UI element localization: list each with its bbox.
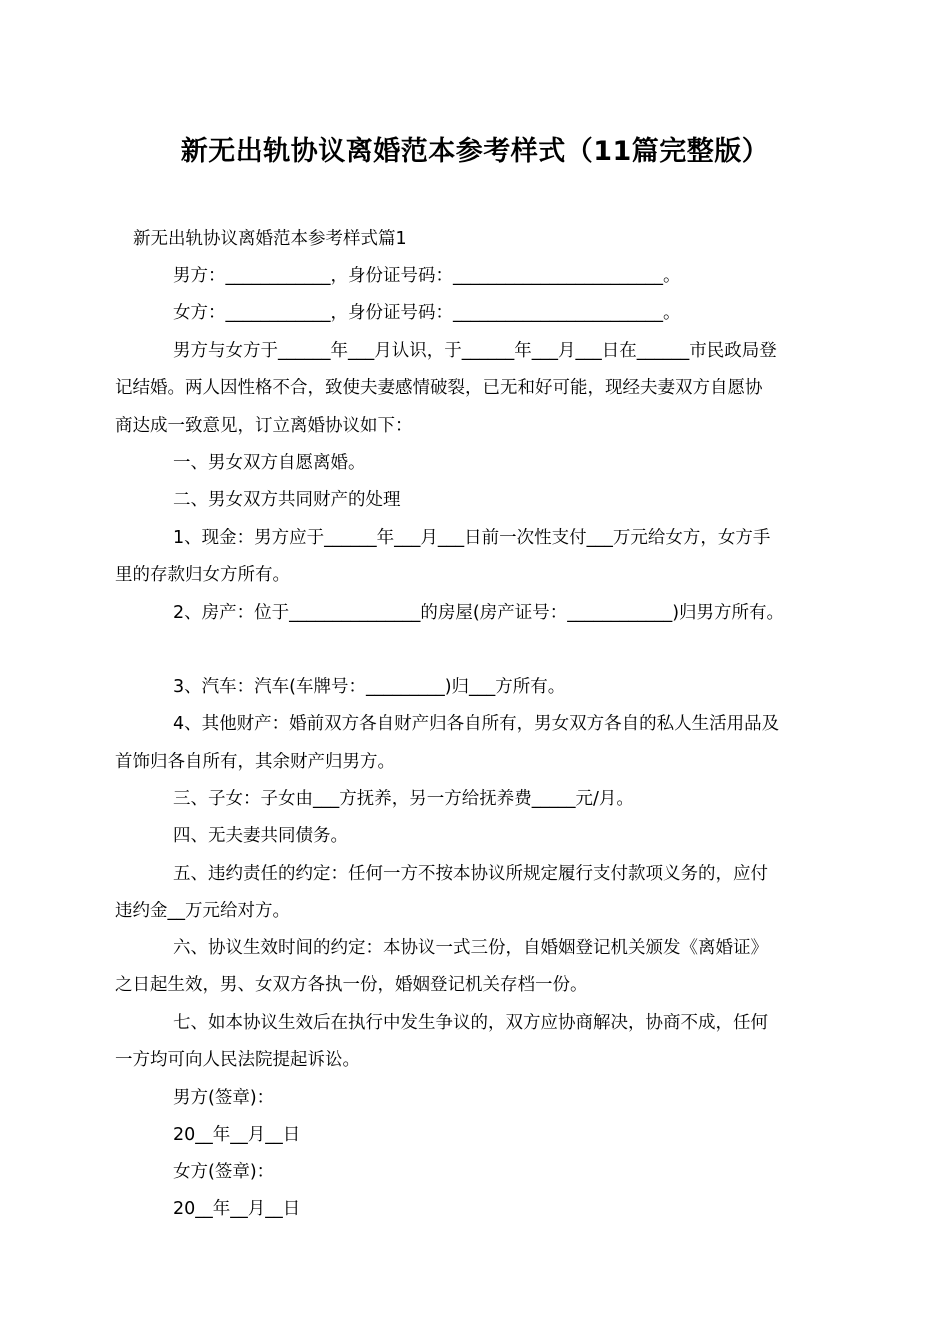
clause-2: 二、男女双方共同财产的处理 (173, 490, 401, 510)
intro-line-3: 商达成一致意见，订立离婚协议如下： (115, 416, 413, 436)
male-signature-date: 20__年__月__日 (173, 1125, 301, 1145)
item-cash-line-2: 里的存款归女方所有。 (115, 565, 290, 585)
section-heading: 新无出轨协议离婚范本参考样式篇1 (133, 229, 407, 249)
item-other-line-2: 首饰归各自所有，其余财产归男方。 (115, 752, 395, 772)
clause-5-line-2: 违约金__万元给对方。 (115, 901, 290, 921)
intro-line-2: 记结婚。两人因性格不合，致使夫妻感情破裂，已无和好可能，现经夫妻双方自愿协 (115, 378, 763, 398)
clause-1: 一、男女双方自愿离婚。 (173, 453, 366, 473)
female-signature-date: 20__年__月__日 (173, 1199, 301, 1219)
clause-7-line-2: 一方均可向人民法院提起诉讼。 (115, 1050, 360, 1070)
female-info-line: 女方：____________，身份证号码：________________________。 (173, 303, 681, 323)
clause-3: 三、子女：子女由___方抚养，另一方给抚养费_____元/月。 (173, 789, 634, 809)
female-signature-label: 女方(签章)： (173, 1162, 275, 1182)
clause-5-line-1: 五、违约责任的约定：任何一方不按本协议所规定履行支付款项义务的，应付 (173, 864, 768, 884)
clause-7-line-1: 七、如本协议生效后在执行中发生争议的，双方应协商解决，协商不成，任何 (173, 1013, 768, 1033)
clause-6-line-1: 六、协议生效时间的约定：本协议一式三份，自婚姻登记机关颁发《离婚证》 (173, 938, 768, 958)
item-house: 2、房产：位于_______________的房屋(房产证号：____________)归男方所有。 (173, 603, 785, 623)
item-cash-line-1: 1、现金：男方应于______年___月___日前一次性支付___万元给女方，女方手 (173, 528, 771, 548)
male-signature-label: 男方(签章)： (173, 1088, 275, 1108)
item-other-line-1: 4、其他财产：婚前双方各自财产归各自所有，男女双方各自的私人生活用品及 (173, 714, 780, 734)
male-info-line: 男方：____________，身份证号码：________________________。 (173, 266, 681, 286)
clause-4: 四、无夫妻共同债务。 (173, 826, 348, 846)
item-car: 3、汽车：汽车(车牌号：_________)归___方所有。 (173, 677, 566, 697)
document-title: 新无出轨协议离婚范本参考样式（11篇完整版） (180, 136, 770, 167)
clause-6-line-2: 之日起生效，男、女双方各执一份，婚姻登记机关存档一份。 (115, 975, 588, 995)
intro-line-1: 男方与女方于______年___月认识，于______年___月___日在______市民政局登 (173, 341, 777, 361)
